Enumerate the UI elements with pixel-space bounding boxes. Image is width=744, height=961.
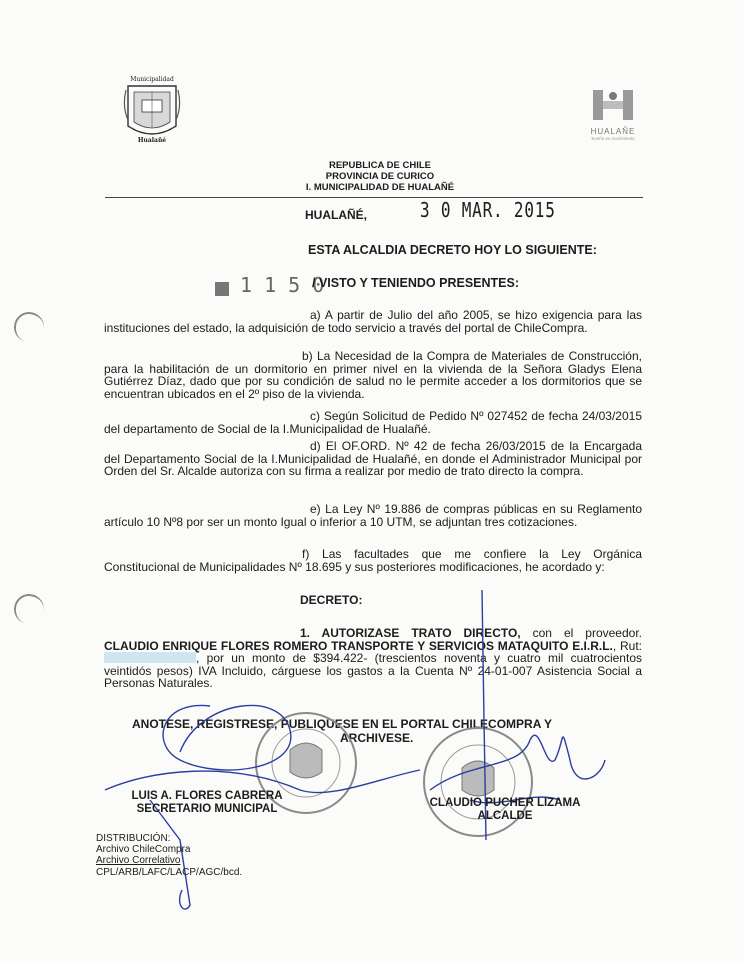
- closing-line-2: ARCHIVESE.: [340, 731, 414, 745]
- distribution-item: CPL/ARB/LAFC/LACP/AGC/bcd.: [96, 866, 243, 878]
- distribution-list: [96, 833, 242, 878]
- seal-text-top: Municipalidad: [130, 76, 174, 83]
- distribution-item: Archivo ChileCompra: [96, 844, 191, 856]
- punch-hole-top: [12, 310, 47, 345]
- distribution-title: DISTRIBUCIÓN:: [96, 833, 171, 844]
- rut-redaction: [104, 652, 196, 663]
- hualane-h-icon: [591, 88, 635, 122]
- logo-tagline: Sueño en movimiento: [591, 136, 635, 141]
- header-country: REPUBLICA DE CHILE: [328, 160, 432, 171]
- seal-text-bottom: Hualañé: [137, 137, 167, 144]
- provider-prefix: con el proveedor.: [520, 626, 642, 640]
- date-stamp: 3 0 MAR. 2015: [420, 198, 556, 222]
- hualane-logo: [580, 88, 646, 148]
- mayor-name: CLAUDIO PUCHER LIZAMA: [429, 797, 581, 809]
- secretary-name: LUIS A. FLORES CABRERA: [131, 790, 283, 802]
- header-rule: [105, 197, 643, 198]
- paragraph-b: b) La Necesidad de la Compra de Materiales de Construcción, para la habilitación de un dormitorio en primer nivel en la vivienda de la Señora Gladys Elena Gutiérrez Díaz, dado que por su condición de salud no le permite acceder a los dormitorios que se encuentran ubicados en el 2º piso de la vivienda.: [104, 349, 642, 401]
- paragraph-c: c) Según Solicitud de Pedido Nº 027452 de fecha 24/03/2015 del departamento de Social de la I.Municipalidad de Hualañé.: [104, 409, 642, 436]
- resolution-lead: 1. AUTORIZASE TRATO DIRECTO,: [300, 626, 521, 640]
- punch-hole-bottom: [12, 592, 47, 627]
- paragraph-d: d) El OF.ORD. Nº 42 de fecha 26/03/2015 de la Encargada del Departamento Social de la I.Municipalidad de Hualañé, en donde el Administrador Municipal por Orden del Sr. Alcalde autoriza con su firma a realizar por medio de trato directo la compra.: [104, 439, 642, 479]
- header-province: PROVINCIA DE CURICO: [325, 171, 435, 182]
- resolution-rest: , por un monto de $394.422- (trescientos noventa y cuatro mil cuatrocientos veintidós pesos) IVA Incluido, cárguese los gastos a la Cuenta Nº 24-01-007 Asistencia Social a Personas Naturales.: [104, 651, 642, 691]
- municipal-seal: [122, 76, 182, 148]
- decreto-heading: DECRETO:: [300, 593, 363, 607]
- header-municipality: I. MUNICIPALIDAD DE HUALAÑÉ: [305, 182, 455, 193]
- paragraph-e: e) La Ley Nº 19.886 de compras públicas en su Reglamento artículo 10 Nº8 por ser un monto Igual o inferior a 10 UTM, se adjuntan tres cotizaciones.: [104, 502, 642, 529]
- decree-number: 1 1 5 0: [240, 273, 325, 297]
- place-name: HUALAÑÉ,: [305, 208, 367, 222]
- secretary-signature-block: [112, 790, 302, 816]
- mayor-title: ALCALDE: [477, 810, 533, 822]
- provider-name: CLAUDIO ENRIQUE FLORES ROMERO TRANSPORTE Y SERVICIOS MATAQUITO E.I.R.L.: [104, 638, 613, 653]
- paragraph-f: f) Las facultades que me confiere la Ley Orgánica Constitucional de Municipalidades Nº 18.695 y sus posteriores modificaciones, he acordado y:: [104, 547, 642, 574]
- mayor-signature-block: [410, 797, 600, 823]
- visto-heading: / VISTO Y TENIENDO PRESENTES:: [312, 276, 519, 290]
- rut-label: , Rut:: [612, 638, 642, 653]
- paragraph-a: a) A partir de Julio del año 2005, se hizo exigencia para las instituciones del estado, la adquisición de todo servicio a través del portal de ChileCompra.: [104, 308, 642, 335]
- secretary-title: SECRETARIO MUNICIPAL: [136, 803, 278, 815]
- resolution-paragraph: [104, 627, 642, 690]
- closing-line-1: ANOTESE, REGISTRESE, PUBLIQUESE EN EL PORTAL CHILECOMPRA Y: [132, 717, 553, 731]
- decree-intro: ESTA ALCALDIA DECRETO HOY LO SIGUIENTE:: [308, 243, 597, 257]
- logo-name: HUALAÑE: [590, 127, 636, 136]
- distribution-item: Archivo Correlativo: [96, 855, 181, 867]
- stamp-mark-icon: [215, 282, 229, 296]
